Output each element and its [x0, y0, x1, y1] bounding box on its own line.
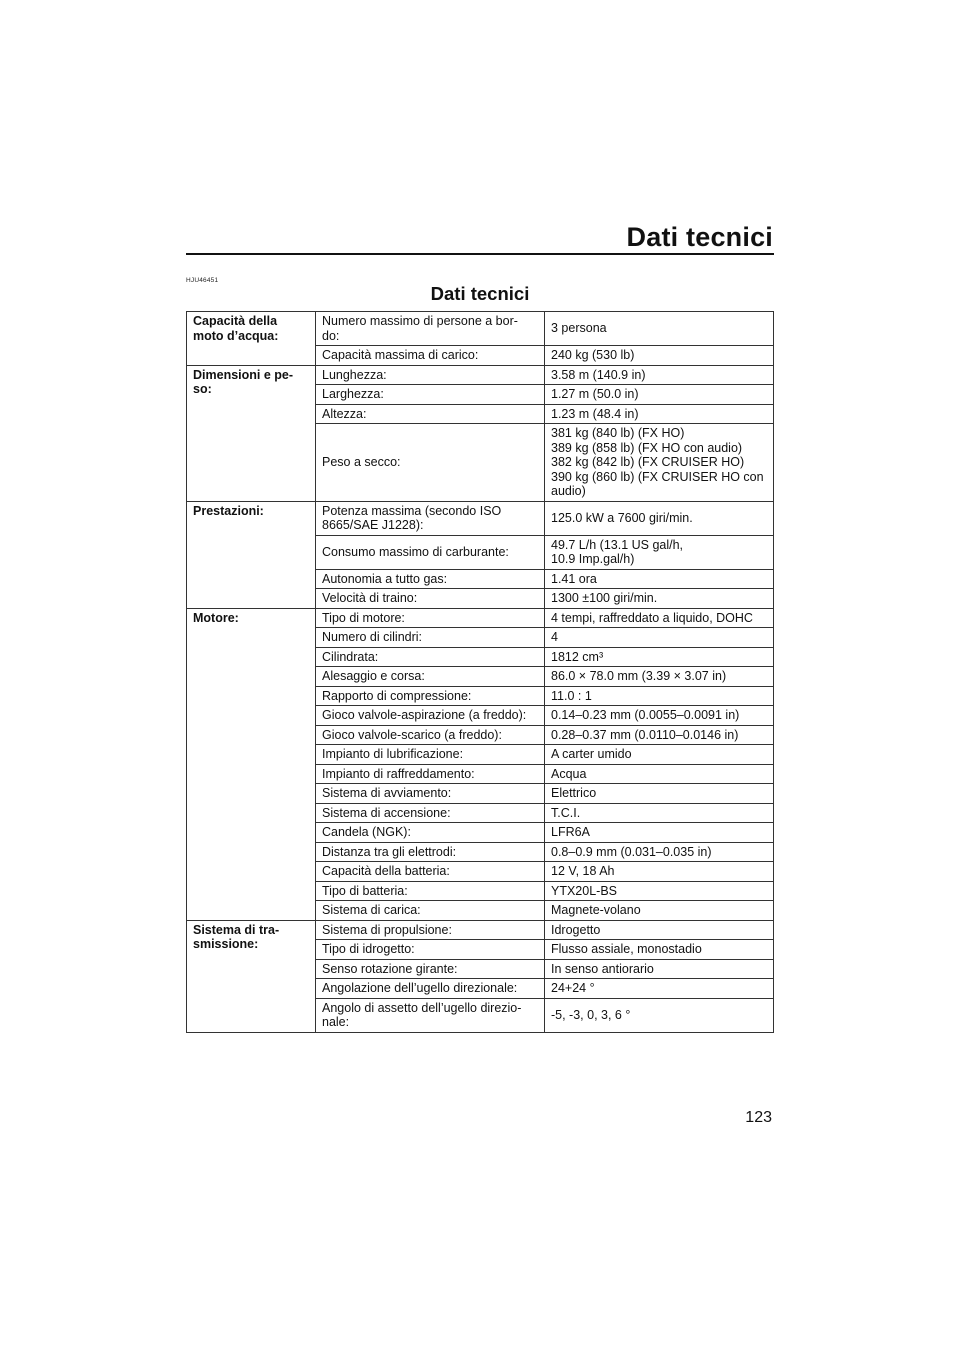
parameter-cell: Rapporto di compressione:: [316, 686, 545, 706]
parameter-cell: Sistema di accensione:: [316, 803, 545, 823]
parameter-cell: Autonomia a tutto gas:: [316, 569, 545, 589]
value-cell: 3 persona: [545, 312, 774, 346]
category-cell: Prestazioni:: [187, 501, 316, 608]
table-row: [187, 365, 774, 385]
table-row: [187, 920, 774, 940]
value-cell: T.C.I.: [545, 803, 774, 823]
parameter-cell: Candela (NGK):: [316, 823, 545, 843]
value-cell: 49.7 L/h (13.1 US gal/h, 10.9 Imp.gal/h): [545, 535, 774, 569]
reference-code: HJU46451: [186, 277, 219, 284]
parameter-cell: Gioco valvole-aspirazione (a freddo):: [316, 706, 545, 726]
section-title: Dati tecnici: [430, 283, 530, 304]
parameter-cell: Altezza:: [316, 404, 545, 424]
parameter-cell: Capacità massima di carico:: [316, 346, 545, 366]
running-header-title: Dati tecnici: [626, 222, 773, 252]
parameter-cell: Sistema di propulsione:: [316, 920, 545, 940]
page-number: 123: [745, 1109, 772, 1126]
value-cell: 1.41 ora: [545, 569, 774, 589]
value-cell: -5, -3, 0, 3, 6 °: [545, 998, 774, 1032]
value-cell: 3.58 m (140.9 in): [545, 365, 774, 385]
category-cell: Motore:: [187, 608, 316, 920]
category-cell: Capacità della moto d’acqua:: [187, 312, 316, 366]
parameter-cell: Lunghezza:: [316, 365, 545, 385]
value-cell: 11.0 : 1: [545, 686, 774, 706]
value-cell: A carter umido: [545, 745, 774, 765]
spec-table: [186, 311, 774, 1033]
parameter-cell: Capacità della batteria:: [316, 862, 545, 882]
value-cell: 12 V, 18 Ah: [545, 862, 774, 882]
header-rule: [186, 253, 774, 255]
parameter-cell: Cilindrata:: [316, 647, 545, 667]
table-row: [187, 312, 774, 346]
parameter-cell: Angolazione dell’ugello direzionale:: [316, 979, 545, 999]
category-cell: Dimensioni e pe- so:: [187, 365, 316, 501]
value-cell: Idrogetto: [545, 920, 774, 940]
value-cell: 240 kg (530 lb): [545, 346, 774, 366]
value-cell: 1300 ±100 giri/min.: [545, 589, 774, 609]
value-cell: Acqua: [545, 764, 774, 784]
table-row: [187, 608, 774, 628]
parameter-cell: Larghezza:: [316, 385, 545, 405]
value-cell: 1.27 m (50.0 in): [545, 385, 774, 405]
value-cell: 0.14–0.23 mm (0.0055–0.0091 in): [545, 706, 774, 726]
value-cell: 0.8–0.9 mm (0.031–0.035 in): [545, 842, 774, 862]
value-cell: 1.23 m (48.4 in): [545, 404, 774, 424]
parameter-cell: Tipo di batteria:: [316, 881, 545, 901]
parameter-cell: Potenza massima (secondo ISO 8665/SAE J1228):: [316, 501, 545, 535]
parameter-cell: Peso a secco:: [316, 424, 545, 502]
parameter-cell: Tipo di motore:: [316, 608, 545, 628]
parameter-cell: Distanza tra gli elettrodi:: [316, 842, 545, 862]
parameter-cell: Consumo massimo di carburante:: [316, 535, 545, 569]
parameter-cell: Sistema di carica:: [316, 901, 545, 921]
value-cell: In senso antiorario: [545, 959, 774, 979]
value-cell: Flusso assiale, monostadio: [545, 940, 774, 960]
value-cell: 4 tempi, raffreddato a liquido, DOHC: [545, 608, 774, 628]
value-cell: 24+24 °: [545, 979, 774, 999]
parameter-cell: Impianto di lubrificazione:: [316, 745, 545, 765]
parameter-cell: Numero massimo di persone a bor- do:: [316, 312, 545, 346]
value-cell: 0.28–0.37 mm (0.0110–0.0146 in): [545, 725, 774, 745]
parameter-cell: Tipo di idrogetto:: [316, 940, 545, 960]
value-cell: YTX20L-BS: [545, 881, 774, 901]
parameter-cell: Impianto di raffreddamento:: [316, 764, 545, 784]
value-cell: 381 kg (840 lb) (FX HO) 389 kg (858 lb) (FX HO con audio) 382 kg (842 lb) (FX CRUISER HO) 390 kg (860 lb) (FX CRUISER HO con audio): [545, 424, 774, 502]
table-row: [187, 501, 774, 535]
parameter-cell: Alesaggio e corsa:: [316, 667, 545, 687]
value-cell: Elettrico: [545, 784, 774, 804]
value-cell: Magnete-volano: [545, 901, 774, 921]
category-cell: Sistema di tra- smissione:: [187, 920, 316, 1032]
parameter-cell: Velocità di traino:: [316, 589, 545, 609]
value-cell: LFR6A: [545, 823, 774, 843]
value-cell: 125.0 kW a 7600 giri/min.: [545, 501, 774, 535]
parameter-cell: Numero di cilindri:: [316, 628, 545, 648]
spec-table-body: [187, 312, 774, 1033]
parameter-cell: Gioco valvole-scarico (a freddo):: [316, 725, 545, 745]
value-cell: 86.0 × 78.0 mm (3.39 × 3.07 in): [545, 667, 774, 687]
value-cell: 4: [545, 628, 774, 648]
parameter-cell: Sistema di avviamento:: [316, 784, 545, 804]
value-cell: 1812 cm³: [545, 647, 774, 667]
parameter-cell: Senso rotazione girante:: [316, 959, 545, 979]
parameter-cell: Angolo di assetto dell’ugello direzio- nale:: [316, 998, 545, 1032]
